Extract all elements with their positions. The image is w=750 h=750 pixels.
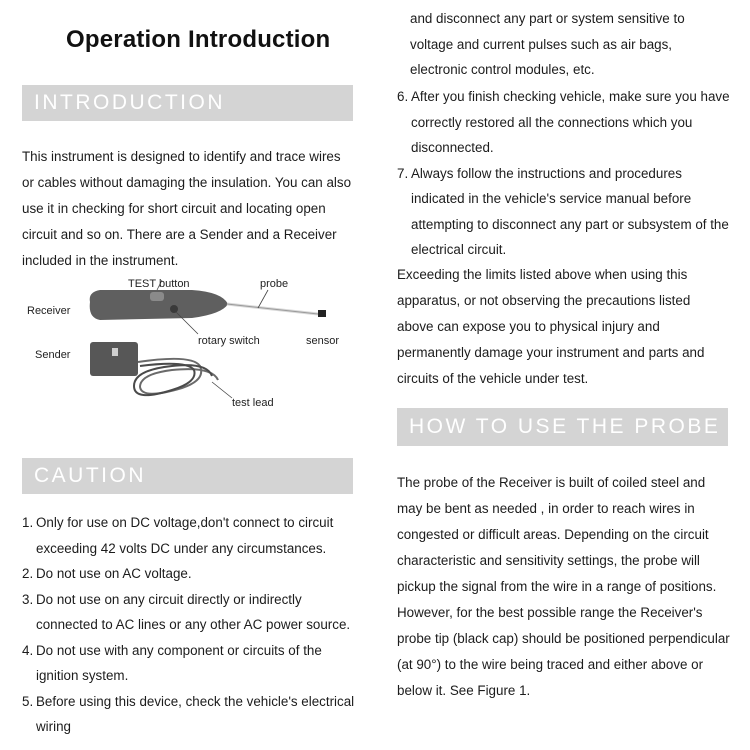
probe-heading: HOW TO USE THE PROBE bbox=[397, 408, 728, 446]
page-title: Operation Introduction bbox=[66, 26, 331, 53]
label-test-button: TEST button bbox=[128, 278, 190, 290]
rotary-switch bbox=[170, 305, 178, 313]
caution-list bbox=[22, 510, 357, 740]
label-rotary-switch: rotary switch bbox=[198, 335, 260, 347]
introduction-text: This instrument is designed to identify and trace wires or cables without damaging the insulation. You can also use it in checking for short circuit and locating open circuit and so on. There are a Sender and a Receiver included in the instrument. bbox=[22, 149, 352, 268]
test-button bbox=[150, 292, 164, 301]
label-test-lead: test lead bbox=[232, 397, 274, 409]
label-receiver: Receiver bbox=[27, 305, 71, 317]
sender-body bbox=[90, 342, 138, 376]
label-sender: Sender bbox=[35, 349, 71, 361]
caution-item: 1. Only for use on DC voltage,don't connect to circuit exceeding 42 volts DC under any circumstances. bbox=[22, 515, 334, 556]
label-probe: probe bbox=[260, 278, 289, 290]
caution-item: 7. Always follow the instructions and procedures indicated in the vehicle's service manual before attempting to disconnect any part or subsystem of the electrical circuit. bbox=[397, 165, 729, 257]
device-figure bbox=[22, 262, 352, 422]
caution-item: 5. Before using this device, check the vehicle's electrical wiring bbox=[22, 693, 355, 734]
caution-heading: CAUTION bbox=[22, 458, 353, 494]
introduction-heading: INTRODUCTION bbox=[22, 85, 353, 121]
caution-item: 4. Do not use with any component or circuits of the ignition system. bbox=[22, 642, 322, 683]
label-sensor: sensor bbox=[306, 335, 340, 347]
caution-continuation: and disconnect any part or system sensitive to voltage and current pulses such as air bags, electronic control modules, etc. bbox=[410, 11, 685, 77]
device-illustration bbox=[22, 262, 352, 422]
caution-item: 2. Do not use on AC voltage. bbox=[22, 566, 192, 581]
caution-item: 6. After you finish checking vehicle, make sure you have correctly restored all the connections which you disconnected. bbox=[397, 89, 730, 155]
probe-text: The probe of the Receiver is built of coiled steel and may be bent as needed , in order to reach wires in congested or difficult areas. Depending on the circuit characteristic and sensitivity settings, the probe will pickup the signal from the wire in a range of positions. However, for the best possible range the Receiver's probe tip (black cap) should be positioned perpendicular (at 90°) to the wire being traced and either above or below it. See Figure 1. bbox=[397, 475, 730, 698]
warning-text: Exceeding the limits listed above when using this apparatus, or not observing the precautions listed above can expose you to physical injury and permanently damage your instrument and parts and circuits of the vehicle under test. bbox=[397, 267, 705, 386]
sensor-cap bbox=[318, 310, 326, 317]
caution-list-continued bbox=[397, 84, 730, 263]
caution-item: 3. Do not use on any circuit directly or indirectly connected to AC lines or any other AC power source. bbox=[22, 591, 351, 632]
